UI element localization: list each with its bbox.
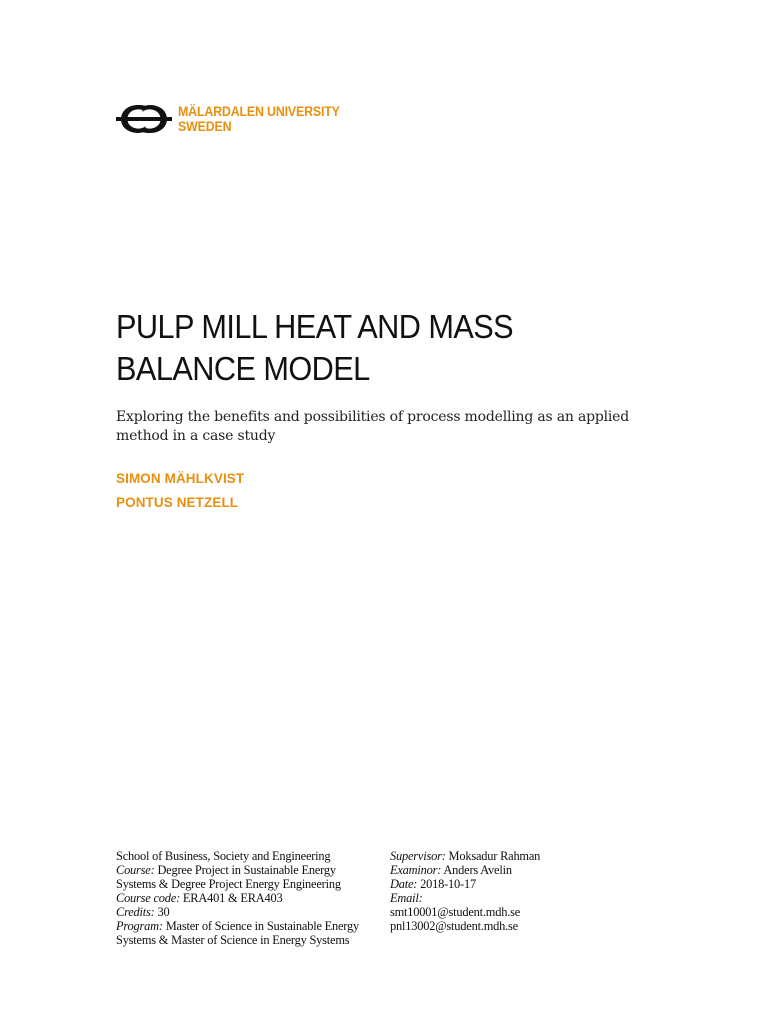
email-address: pnl13002@student.mdh.se — [390, 919, 518, 933]
course-label: Course: — [116, 863, 155, 877]
course-value: Degree Project in Sustainable Energy Systems & Degree Project Energy Engineering — [116, 863, 341, 891]
program-value: Master of Science in Sustainable Energy Systems & Master of Science in Energy Systems — [116, 919, 359, 947]
credits-label: Credits: — [116, 905, 155, 919]
supervisor-info — [390, 849, 640, 863]
footer-course-info — [116, 849, 371, 947]
document-subtitle: Exploring the benefits and possibilities of process modelling as an applied method in a case study — [116, 409, 630, 444]
university-name — [178, 104, 340, 134]
course-code-label: Course code: — [116, 891, 181, 905]
date-label: Date: — [390, 877, 418, 891]
course-code-value: ERA401 & ERA403 — [182, 891, 283, 905]
title-line2: BALANCE MODEL — [116, 350, 370, 387]
date-value: 2018-10-17 — [420, 877, 476, 891]
university-emblem-icon — [116, 99, 172, 139]
university-logo — [116, 99, 354, 139]
footer-contact-info — [390, 849, 640, 933]
examinor-value: Anders Avelin — [443, 863, 512, 877]
credits-info — [116, 905, 371, 919]
author-name: PONTUS NETZELL — [116, 495, 239, 510]
credits-value: 30 — [157, 905, 170, 919]
email-label: Email: — [390, 891, 423, 905]
school-name: School of Business, Society and Engineering — [116, 849, 331, 863]
course-code-info — [116, 891, 371, 905]
examinor-label: Examinor: — [390, 863, 442, 877]
title-line1: PULP MILL HEAT AND MASS — [116, 308, 514, 345]
program-info — [116, 919, 371, 947]
course-info — [116, 863, 371, 891]
email-address: smt10001@student.mdh.se — [390, 905, 521, 919]
university-name-line2: SWEDEN — [178, 119, 232, 134]
supervisor-label: Supervisor: — [390, 849, 446, 863]
author-name: SIMON MÄHLKVIST — [116, 471, 245, 486]
university-name-line1: MÄLARDALEN UNIVERSITY — [178, 104, 340, 119]
date-info — [390, 877, 640, 891]
document-title — [116, 306, 544, 390]
supervisor-value: Moksadur Rahman — [448, 849, 541, 863]
examinor-info — [390, 863, 640, 877]
program-label: Program: — [116, 919, 163, 933]
